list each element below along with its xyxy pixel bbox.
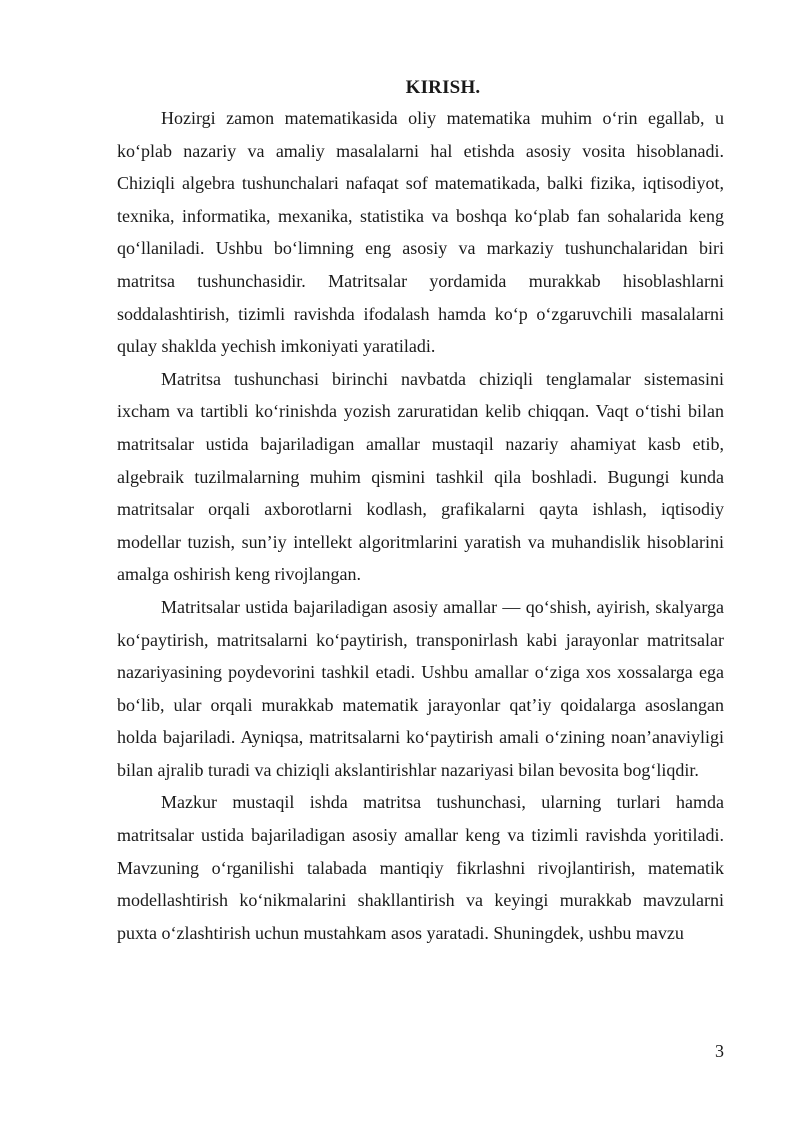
section-title: KIRISH. — [405, 77, 481, 98]
paragraph-2: Matritsa tushunchasi birinchi navbatda chiziqli tenglamalar sistemasini ixcham va tartibli ko‘rinishda yozish zaruratidan kelib chiqqan. Vaqt o‘tishi bilan matritsalar ustida bajariladigan amallar mustaqil nazariy ahamiyat kasb etib, algebraik tuzilmalarning muhim qismini tashkil qila boshladi. Bugungi kunda matritsalar orqali axborotlarni kodlash, grafikalarni qayta ishlash, iqtisodiy modellar tuzish, sun’iy intellekt algoritmlarini yaratish va muhandislik hisoblarini amalga oshirish keng rivojlangan. — [117, 368, 724, 585]
paragraph-4: Mazkur mustaqil ishda matritsa tushunchasi, ularning turlari hamda matritsalar ustida bajariladigan asosiy amallar keng va tizimli ravishda yoritiladi. Mavzuning o‘rganilishi talabada mantiqiy fikrlashni rivojlantirish, matematik modellashtirish ko‘nikmalarini shakllantirish va keyingi murakkab mavzularni puxta o‘zlashtirish uchun mustahkam asos yaratadi. Shuningdek, ushbu mavzu — [117, 792, 724, 943]
body-text — [117, 102, 724, 949]
paragraph-3: Matritsalar ustida bajariladigan asosiy amallar — qo‘shish, ayirish, skalyarga ko‘paytirish, matritsalarni ko‘paytirish, transponirlash kabi jarayonlar matritsalar nazariyasining poydevorini tashkil etadi. Ushbu amallar o‘ziga xos xossalarga ega bo‘lib, ular orqali murakkab matematik jarayonlar qat’iy qoidalarga asoslangan holda bajariladi. Ayniqsa, matritsalarni ko‘paytirish amali o‘zining noan’anaviyligi bilan ajralib turadi va chiziqli akslantirishlar nazariyasi bilan bevosita bog‘liqdir. — [117, 596, 724, 780]
paragraph-1: Hozirgi zamon matematikasida oliy matematika muhim o‘rin egallab, u ko‘plab nazariy va amaliy masalalarni hal etishda asosiy vosita hisoblanadi. Chiziqli algebra tushunchalari nafaqat sof matematikada, balki fizika, iqtisodiyot, texnika, informatika, mexanika, statistika va boshqa ko‘plab fan sohalarida keng qo‘llaniladi. Ushbu bo‘limning eng asosiy va markaziy tushunchalaridan biri matritsa tushunchasidir. Matritsalar yordamida murakkab hisoblashlarni soddalashtirish, tizimli ravishda ifodalash hamda ko‘p o‘zgaruvchili masalalarni qulay shaklda yechish imkoniyati yaratiladi. — [117, 108, 724, 357]
page-number: 3 — [715, 1041, 724, 1061]
